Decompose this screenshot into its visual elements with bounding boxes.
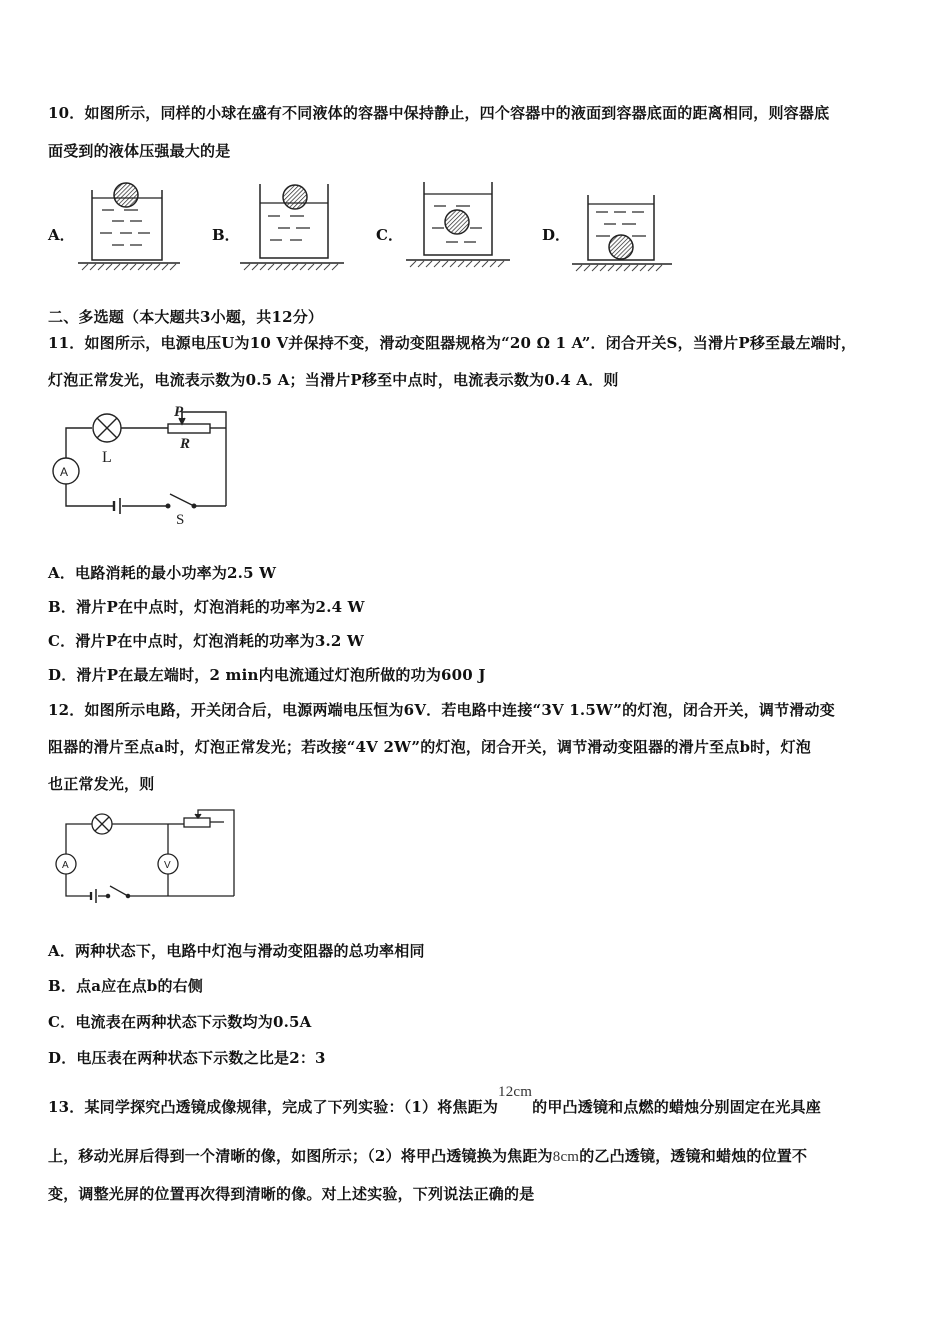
q11-circuit-diagram [40, 398, 240, 534]
q10-option-b-label: B． [212, 226, 240, 244]
q10-containers-figure [0, 0, 950, 290]
q11-text-line1: 11．如图所示，电源电压U为10 V并保持不变，滑动变阻器规格为“20 Ω 1 A”．闭合开关S，当滑片P移至最左端时， [48, 334, 857, 352]
container-d [572, 195, 672, 271]
q12-option-d[interactable]: D．电压表在两种状态下示数之比是2：3 [48, 1049, 326, 1067]
label-a: A [62, 860, 69, 871]
q12-text-line3: 也正常发光，则 [48, 775, 155, 793]
q12-option-b[interactable]: B．点a应在点b的右侧 [48, 977, 204, 995]
q11-option-a[interactable]: A．电路消耗的最小功率为2.5 W [48, 564, 277, 582]
rheostat-icon [184, 818, 210, 827]
q13-focal-length-1: 12cm [498, 1084, 533, 1100]
q13-focal-length-2: 8cm [552, 1149, 580, 1165]
container-c [406, 182, 510, 267]
q12-circuit-diagram [48, 806, 248, 910]
q12-text-line1: 12．如图所示电路，开关闭合后，电源两端电压恒为6V．若电路中连接“3V 1.5W”的灯泡，闭合开关，调节滑动变 [48, 701, 835, 719]
q10-text-line2: 面受到的液体压强最大的是 [48, 142, 231, 160]
label-r: R [180, 436, 191, 452]
q12-text-line2: 阻器的滑片至点a时，灯泡正常发光；若改接“4V 2W”的灯泡，闭合开关，调节滑动变阻器的滑片至点b时，灯泡 [48, 738, 811, 756]
q13-text-line3: 变，调整光屏的位置再次得到清晰的像。对上述实验，下列说法正确的是 [48, 1185, 535, 1203]
q10-option-d-label: D． [542, 226, 571, 244]
q11-text-line2: 灯泡正常发光，电流表示数为0.5 A；当滑片P移至中点时，电流表示数为0.4 A．则 [48, 371, 619, 389]
q13-line2-start: 上，移动光屏后得到一个清晰的像，如图所示；（2）将甲凸透镜换为焦距为 [48, 1147, 553, 1165]
q10-option-a-label: A． [48, 226, 75, 244]
label-p: P [174, 404, 184, 420]
container-a [78, 183, 180, 270]
q13-text-line2 [48, 1145, 807, 1166]
q10-option-c-label: C． [376, 226, 403, 244]
container-b [240, 184, 344, 270]
q13-text-line1 [48, 1084, 821, 1117]
label-l: L [102, 449, 112, 466]
q13-line1-end: 的甲凸透镜和点燃的蜡烛分别固定在光具座 [532, 1098, 821, 1116]
label-v: V [164, 860, 171, 871]
q11-option-b[interactable]: B．滑片P在中点时，灯泡消耗的功率为2.4 W [48, 598, 365, 616]
q12-option-a[interactable]: A．两种状态下，电路中灯泡与滑动变阻器的总功率相同 [48, 942, 425, 960]
rheostat-icon [168, 424, 210, 433]
q12-option-c[interactable]: C．电流表在两种状态下示数均为0.5A [48, 1013, 312, 1031]
q11-option-d[interactable]: D．滑片P在最左端时，2 min内电流通过灯泡所做的功为600 J [48, 666, 486, 684]
section-2-title: 二、多选题（本大题共3小题，共12分） [48, 308, 324, 326]
label-s: S [176, 512, 185, 528]
q13-line1-start: 13．某同学探究凸透镜成像规律，完成了下列实验：（1）将焦距为 [48, 1098, 499, 1116]
q11-option-c[interactable]: C．滑片P在中点时，灯泡消耗的功率为3.2 W [48, 632, 364, 650]
label-a: A [60, 465, 69, 479]
q13-line2-end: 的乙凸透镜，透镜和蜡烛的位置不 [579, 1147, 808, 1165]
q10-text-line1: 10．如图所示，同样的小球在盛有不同液体的容器中保持静止，四个容器中的液面到容器底面的距离相同，则容器底 [48, 104, 830, 122]
